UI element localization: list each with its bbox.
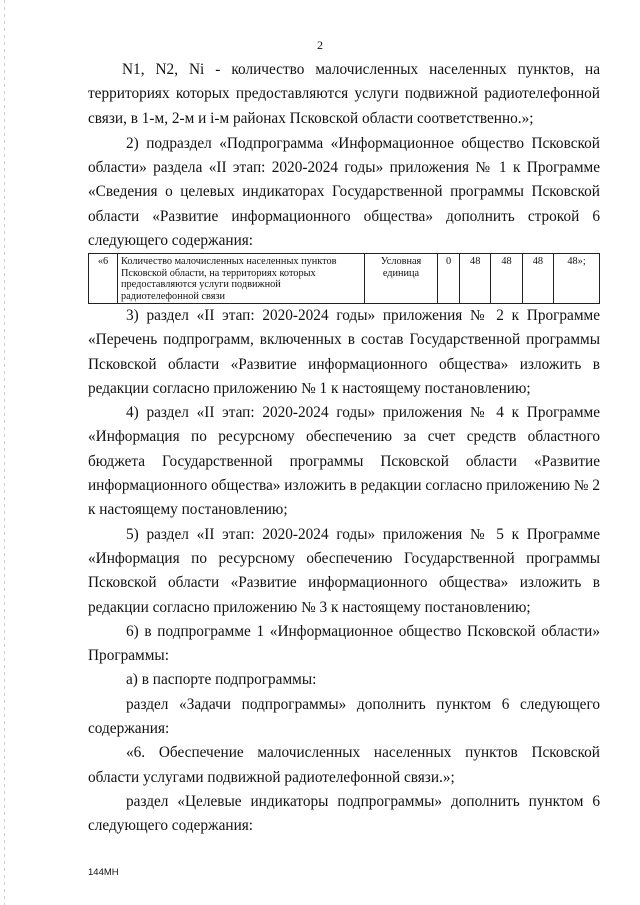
table-cell-indicator-name: Количество малочисленных населенных пунктов Псковской области, на территориях которых предоставляются услуги подвижной радиотелефонной связи: [118, 254, 365, 304]
paragraph-item-3: 3) раздел «II этап: 2020-2024 годы» приложения № 2 к Программе «Перечень подпрограмм, включенных в состав Государственной программы Псковской области «Развитие информационного общества» изложить в редакции согласно приложению № 1 к настоящему постановлению;: [88, 307, 600, 397]
document-code: 144МН: [88, 867, 119, 878]
indicator-table: [88, 253, 600, 304]
paragraph-task-6: «6. Обеспечение малочисленных населенных пунктов Псковской области услугами подвижной радиотелефонной связи.»;: [88, 744, 600, 786]
paragraph-item-4: 4) раздел «II этап: 2020-2024 годы» приложения № 4 к Программе «Информация по ресурсному обеспечению за счет средств областного бюджета Государственной программы Псковской области «Развитие информационного общества» изложить в редакции согласно приложению № 2 к настоящему постановлению;: [88, 404, 600, 519]
table-cell-value: 0: [438, 254, 460, 304]
paragraph-tasks-section: раздел «Задачи подпрограммы» дополнить пунктом 6 следующего содержания:: [88, 695, 600, 738]
paragraph-item-5: 5) раздел «II этап: 2020-2024 годы» приложения № 5 к Программе «Информация по ресурсному обеспечению Государственной программы Псковской области «Развитие информационного общества» изложить в редакции согласно приложению № 3 к настоящему постановлению;: [88, 525, 600, 616]
table-cell-value: 48: [460, 254, 491, 304]
table-row: [89, 254, 600, 304]
table-cell-value: 48: [491, 254, 522, 304]
table-cell-value: 48»;: [554, 254, 600, 304]
paragraph-definition: N1, N2, Ni - количество малочисленных населенных пунктов, на территориях которых предоставляются услуги подвижной радиотелефонной связи, в 1-м, 2-м и i-м районах Псковской области соответственно.»;: [88, 61, 600, 127]
page-number: 2: [317, 38, 323, 52]
paragraph-item-6a: а) в паспорте подпрограммы:: [126, 671, 317, 689]
table-cell-value: 48: [522, 254, 553, 304]
document-body: [88, 58, 600, 839]
paragraph-indicators-section: раздел «Целевые индикаторы подпрограммы» дополнить пунктом 6 следующего содержания:: [88, 792, 600, 835]
table-cell-unit: Условная единица: [365, 254, 438, 304]
paragraph-item-2: 2) подраздел «Подпрограмма «Информационное общество Псковской области» раздела «II этап: 2020-2024 годы» приложения № 1 к Программе «Сведения о целевых индикаторах Государственной программы Псковской области «Развитие информационного общества» дополнить строкой 6 следующего содержания:: [88, 134, 600, 250]
table-cell-number: «6: [89, 254, 118, 304]
paragraph-item-6: 6) в подпрограмме 1 «Информационное общество Псковской области» Программы:: [88, 622, 600, 665]
scan-edge: [4, 0, 5, 905]
